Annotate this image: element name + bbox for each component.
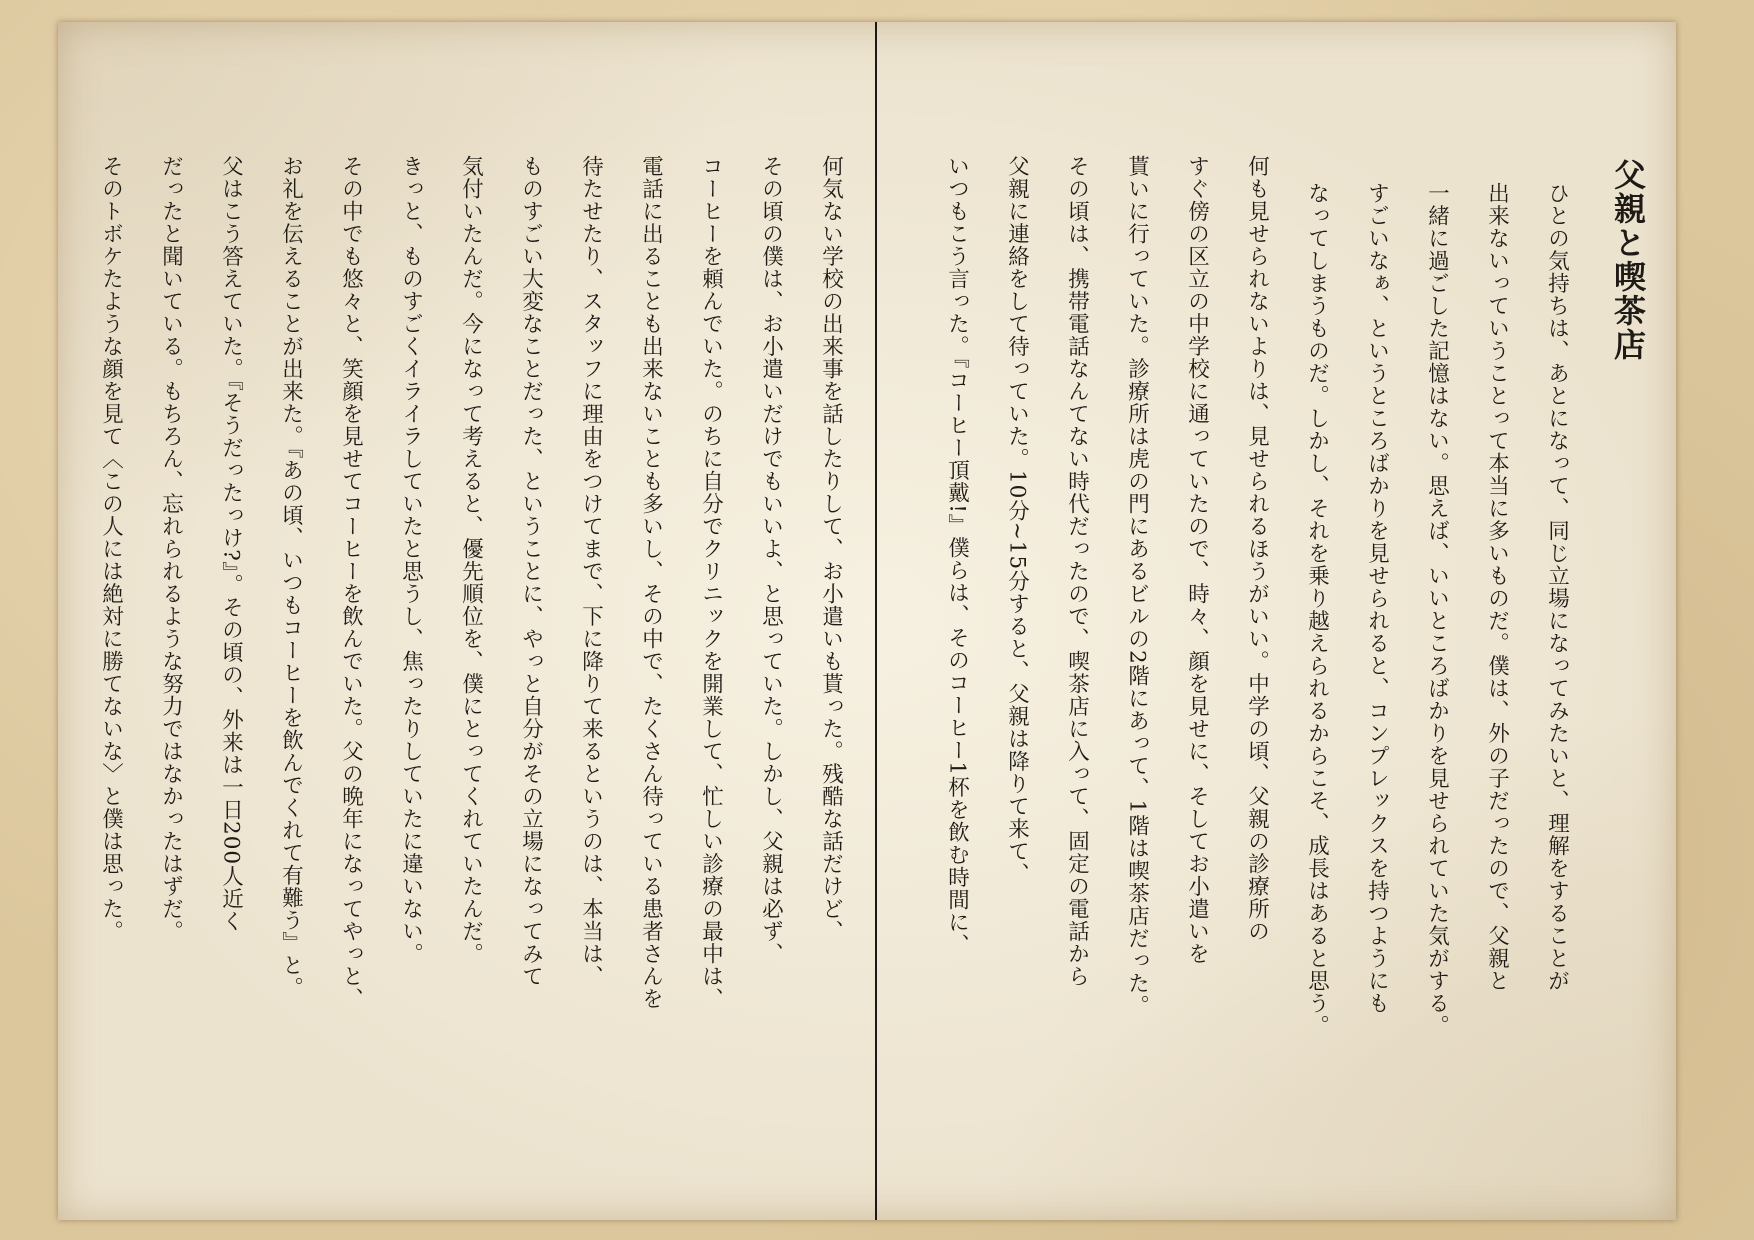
text-column: 父はこう答えていた。『そうだったっけ?』。その頃の、外来は一日200人近く (218, 155, 244, 933)
text-column: 貰いに行っていた。診療所は虎の門にあるビルの2階にあって、1階は喫茶店だった。 (1124, 155, 1150, 1017)
text-column: 何も見せられないよりは、見せられるほうがいい。中学の頃、父親の診療所の (1244, 155, 1270, 943)
text-column: すごいなぁ、というところばかりを見せられると、コンプレックスを持つようにも (1364, 182, 1390, 1015)
text-column: 電話に出ることも出来ないことも多いし、その中で、たくさん待っている患者さんを (638, 155, 664, 1010)
text-column: 父親に連絡をして待っていた。10分~15分すると、父親は降りて来て、 (1004, 155, 1030, 886)
text-column: コーヒーを頼んでいた。のちに自分でクリニックを開業して、忙しい診療の最中は、 (698, 155, 724, 1010)
text-column: その頃は、携帯電話なんてない時代だったので、喫茶店に入って、固定の電話から (1064, 155, 1090, 988)
text-column: 一緒に過ごした記憶はない。思えば、いいところばかりを見せられていた気がする。 (1424, 182, 1450, 1037)
essay-title: 父親と喫茶店 (1609, 158, 1647, 362)
text-column: きっと、ものすごくイライラしていたと思うし、焦ったりしていたに違いない。 (398, 155, 424, 965)
page-divider (875, 22, 877, 1220)
text-column: その頃の僕は、お小遣いだけでもいいよ、と思っていた。しかし、父親は必ず、 (758, 155, 784, 965)
text-column: 気付いたんだ。今になって考えると、優先順位を、僕にとってくれていたんだ。 (458, 155, 484, 965)
text-column: ひとの気持ちは、あとになって、同じ立場になってみたいと、理解をすることが (1544, 182, 1570, 992)
text-column: なってしまうものだ。しかし、それを乗り越えられるからこそ、成長はあると思う。 (1304, 182, 1330, 1037)
text-column: そのトボケたような顔を見て〈この人には絶対に勝てないな〉と僕は思った。 (98, 155, 124, 943)
text-column: お礼を伝えることが出来た。『あの頃、いつもコーヒーを飲んでくれて有難う』と。 (278, 155, 304, 1000)
text-column: 待たせたり、スタッフに理由をつけてまで、下に降りて来るというのは、本当は、 (578, 155, 604, 988)
text-column: すぐ傍の区立の中学校に通っていたので、時々、顔を見せに、そしてお小遣いを (1184, 155, 1210, 965)
text-column: 何気ない学校の出来事を話したりして、お小遣いも貰った。残酷な話だけど、 (818, 155, 844, 943)
text-column: ものすごい大変なことだった、ということに、やっと自分がその立場になってみて (518, 155, 544, 988)
text-column: いつもこう言った。『コーヒー頂戴!』僕らは、そのコーヒー1杯を飲む時間に、 (944, 155, 970, 957)
text-column: 出来ないっていうことって本当に多いものだ。僕は、外の子だったので、父親と (1484, 182, 1510, 992)
text-column: その中でも悠々と、笑顔を見せてコーヒーを飲んでいた。父の晩年になってやっと、 (338, 155, 364, 1010)
text-column: だったと聞いている。もちろん、忘れられるような努力ではなかったはずだ。 (158, 155, 184, 943)
